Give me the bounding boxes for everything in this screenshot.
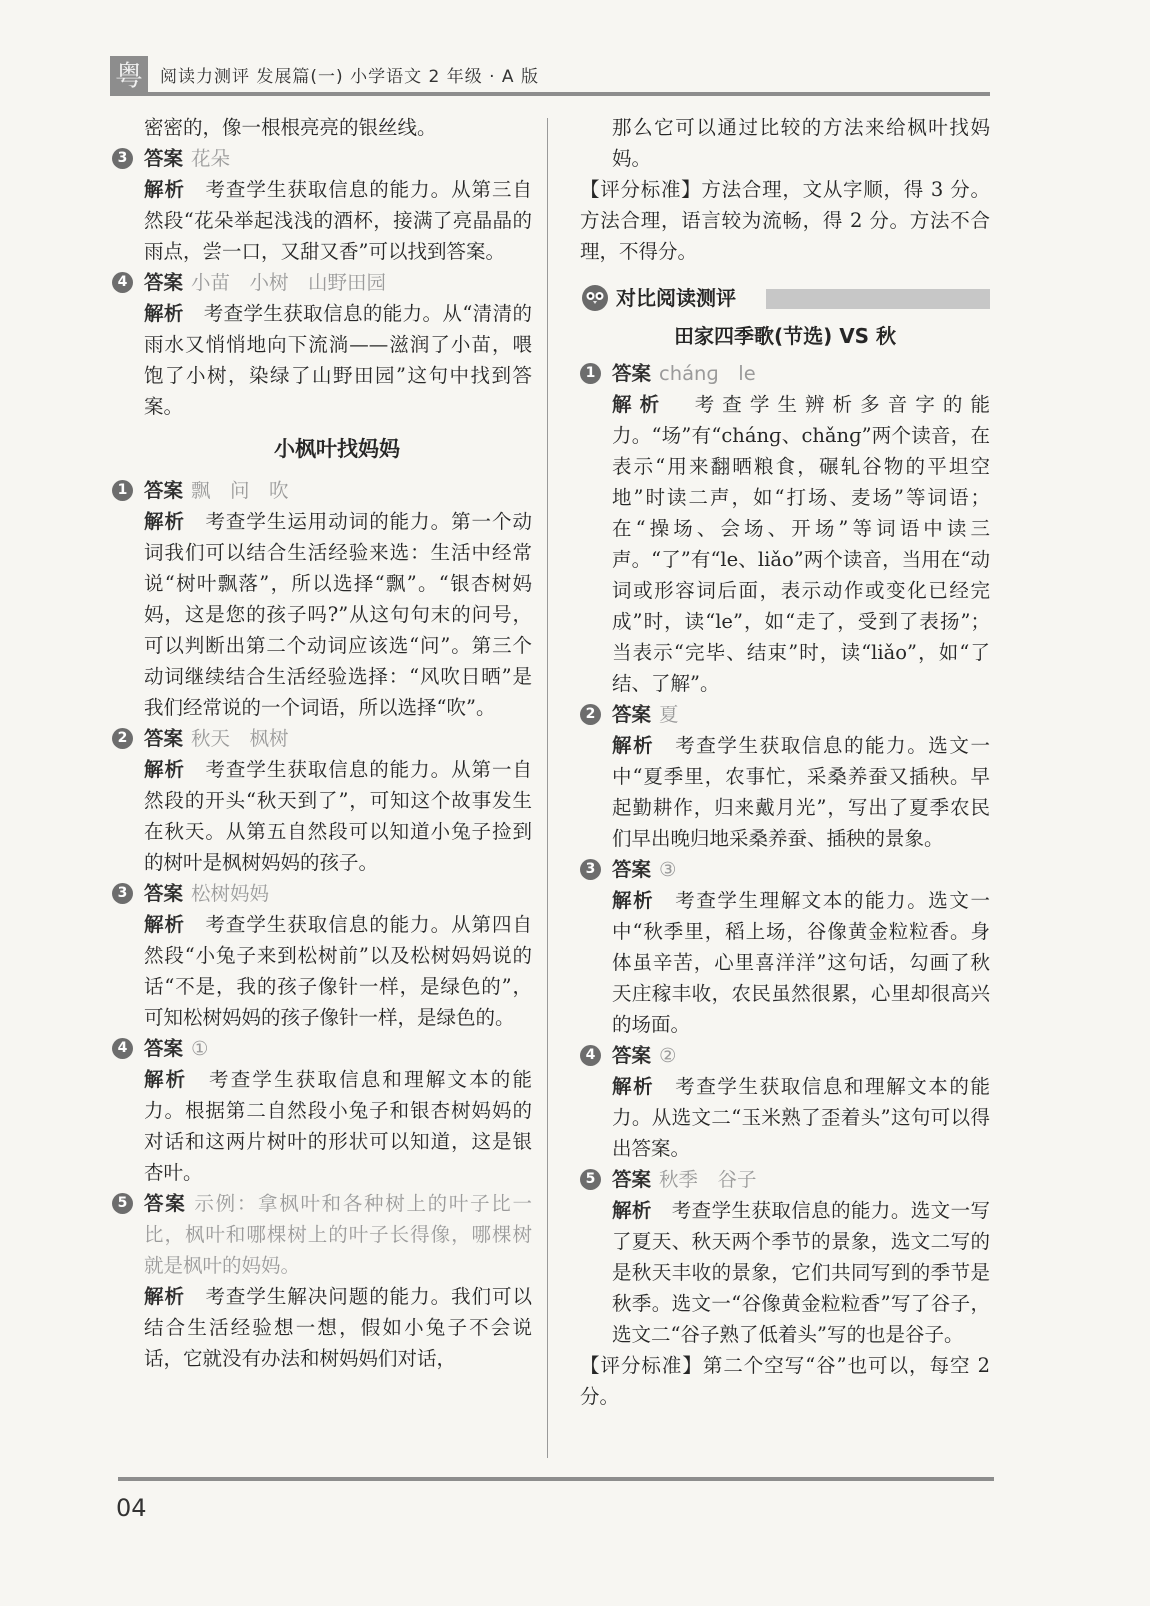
answer-label: 答案 bbox=[144, 1037, 184, 1060]
answer-text: 飘 问 吹 bbox=[191, 479, 289, 502]
answer-item bbox=[112, 267, 532, 422]
answer-text: ① bbox=[191, 1037, 209, 1060]
answer-item bbox=[112, 475, 532, 723]
answer-item bbox=[112, 143, 532, 267]
answer-text: 松树妈妈 bbox=[191, 882, 270, 905]
page-header bbox=[110, 56, 990, 96]
analysis-text: 考查学生获取信息的能力。选文一写了夏天、秋天两个季节的景象，选文二写的是秋天丰收的景象，它们共同写到的季节是秋季。选文一“谷像黄金粒粒香”写了谷子，选文二“谷子熟了低着头”写的也是谷子。 bbox=[612, 1199, 990, 1346]
continued-text: 那么它可以通过比较的方法来给枫叶找妈妈。 bbox=[612, 116, 990, 170]
analysis-label: 解析 bbox=[144, 1285, 185, 1308]
right-column bbox=[580, 112, 990, 1412]
scoring-criteria: 【评分标准】第二个空写“谷”也可以，每空 2 分。 bbox=[580, 1354, 990, 1408]
answers-group-1 bbox=[112, 143, 532, 422]
analysis-label: 解析 bbox=[612, 1199, 652, 1222]
contrast-reading-label: 对比阅读测评 bbox=[616, 286, 736, 310]
answer-text: ② bbox=[659, 1044, 677, 1067]
answer-text: 秋天 枫树 bbox=[191, 727, 289, 750]
question-number-badge: 2 bbox=[580, 704, 601, 725]
question-number-badge: 1 bbox=[112, 480, 133, 501]
answer-text: ③ bbox=[659, 858, 677, 881]
question-number-badge: 4 bbox=[112, 1038, 133, 1059]
question-number-badge: 3 bbox=[580, 859, 601, 880]
page-number: 04 bbox=[116, 1494, 147, 1522]
answer-text: chánɡ le bbox=[659, 362, 756, 385]
column-divider bbox=[547, 118, 548, 1458]
analysis-label: 解析 bbox=[144, 758, 185, 781]
answer-item bbox=[580, 854, 990, 1040]
analysis-text: 考查学生获取信息的能力。从第一自然段的开头“秋天到了”，可知这个故事发生在秋天。从第五自然段可以知道小兔子捡到的树叶是枫树妈妈的孩子。 bbox=[144, 758, 532, 874]
analysis-text: 考查学生解决问题的能力。我们可以结合生活经验想一想，假如小兔子不会说话，它就没有办法和树妈妈们对话， bbox=[144, 1285, 532, 1370]
answer-text: 小苗 小树 山野田园 bbox=[191, 271, 387, 294]
answer-label: 答案 bbox=[144, 882, 184, 905]
answer-label: 答案 bbox=[612, 703, 652, 726]
question-number-badge: 4 bbox=[580, 1045, 601, 1066]
left-column bbox=[112, 112, 532, 1374]
header-bar bbox=[766, 289, 990, 309]
analysis-text: 考查学生获取信息的能力。选文一中“夏季里，农事忙，采桑养蚕又插秧。早起勤耕作，归来戴月光”，写出了夏季农民们早出晚归地采桑养蚕、插秧的景象。 bbox=[612, 734, 990, 850]
analysis-text: 考查学生理解文本的能力。选文一中“秋季里，稻上场，谷像黄金粒粒香。身体虽辛苦，心里喜洋洋”这句话，勾画了秋天庄稼丰收，农民虽然很累，心里却很高兴的场面。 bbox=[612, 889, 990, 1036]
contrast-reading-header bbox=[580, 281, 990, 319]
analysis-text: 考查学生获取信息和理解文本的能力。根据第二自然段小兔子和银杏树妈妈的对话和这两片树叶的形状可以知道，这是银杏叶。 bbox=[144, 1068, 532, 1184]
question-number-badge: 2 bbox=[112, 728, 133, 749]
analysis-label: 解析 bbox=[144, 302, 184, 325]
question-number-badge: 5 bbox=[580, 1169, 601, 1190]
answer-label: 答案 bbox=[612, 1168, 652, 1191]
analysis-text: 考查学生运用动词的能力。第一个动词我们可以结合生活经验来选：生活中经常说“树叶飘落”，所以选择“飘”。“银杏树妈妈，这是您的孩子吗?”从这句句末的问号，可以判断出第二个动词应该选“问”。第三个动词继续结合生活经验选择：“风吹日晒”是我们经常说的一个词语，所以选择“吹”。 bbox=[144, 510, 532, 719]
analysis-text: 考查学生辨析多音字的能力。“场”有“chánɡ、chǎnɡ”两个读音，在表示“用来翻晒粮食，碾轧谷物的平坦空地”时读二声，如“打场、麦场”等词语；在“操场、会场、开场”等词语中读三声。“了”有“le、liǎo”两个读音，当用在“动词或形容词后面，表示动作或变化已经完成”时，读“le”，如“走了，受到了表扬”；当表示“完毕、结束”时，读“liǎo”，如“了结、了解”。 bbox=[612, 393, 990, 695]
continued-text: 密密的，像一根根亮亮的银丝线。 bbox=[144, 116, 437, 139]
question-number-badge: 5 bbox=[112, 1193, 133, 1214]
question-number-badge: 4 bbox=[112, 272, 133, 293]
analysis-text: 考查学生获取信息的能力。从“清清的雨水又悄悄地向下流淌——滋润了小苗，喂饱了小树，染绿了山野田园”这句中找到答案。 bbox=[144, 302, 532, 418]
passage-title: 田家四季歌(节选) VS 秋 bbox=[673, 324, 897, 348]
answer-text: 秋季 谷子 bbox=[659, 1168, 757, 1191]
book-title: 阅读力测评 发展篇(一) 小学语文 2 年级 · A 版 bbox=[160, 67, 539, 87]
answer-label: 答案 bbox=[612, 1044, 652, 1067]
footer-rule bbox=[118, 1477, 994, 1481]
answer-label: 答案 bbox=[144, 479, 184, 502]
section-title: 小枫叶找妈妈 bbox=[274, 437, 400, 461]
header-rule bbox=[148, 92, 990, 96]
owl-mascot-icon bbox=[580, 283, 610, 313]
answer-item bbox=[580, 358, 990, 699]
answer-text: 花朵 bbox=[191, 147, 231, 170]
answer-item bbox=[112, 1188, 532, 1374]
analysis-label: 解析 bbox=[144, 913, 185, 936]
question-number-badge: 3 bbox=[112, 883, 133, 904]
answer-label: 答案 bbox=[612, 858, 652, 881]
answer-label: 答案 bbox=[144, 1192, 187, 1215]
analysis-label: 解析 bbox=[144, 510, 185, 533]
question-number-badge: 1 bbox=[580, 363, 601, 384]
answer-label: 答案 bbox=[144, 147, 184, 170]
analysis-text: 考查学生获取信息和理解文本的能力。从选文二“玉米熟了歪着头”这句可以得出答案。 bbox=[612, 1075, 990, 1160]
answer-label: 答案 bbox=[144, 271, 184, 294]
analysis-label: 解析 bbox=[612, 889, 655, 912]
answer-text: 夏 bbox=[659, 703, 679, 726]
question-number-badge: 3 bbox=[112, 148, 133, 169]
answer-item bbox=[112, 1033, 532, 1188]
analysis-label: 解析 bbox=[144, 1068, 188, 1091]
answer-item bbox=[112, 878, 532, 1033]
answer-item bbox=[112, 723, 532, 878]
analysis-text: 考查学生获取信息的能力。从第三自然段“花朵举起浅浅的酒杯，接满了亮晶晶的雨点，尝一口，又甜又香”可以找到答案。 bbox=[144, 178, 532, 263]
answers-group-2 bbox=[112, 475, 532, 1374]
answer-item bbox=[580, 699, 990, 854]
publisher-logo: 粤 bbox=[110, 56, 148, 96]
answer-item bbox=[580, 1164, 990, 1350]
answer-item bbox=[580, 1040, 990, 1164]
scoring-criteria: 【评分标准】方法合理，文从字顺，得 3 分。方法合理，语言较为流畅，得 2 分。方法不合理，不得分。 bbox=[580, 178, 990, 263]
analysis-label: 解析 bbox=[612, 1075, 655, 1098]
analysis-label: 解析 bbox=[612, 734, 655, 757]
answer-label: 答案 bbox=[144, 727, 184, 750]
answer-label: 答案 bbox=[612, 362, 652, 385]
answer-text: 示例：拿枫叶和各种树上的叶子比一比，枫叶和哪棵树上的叶子长得像，哪棵树就是枫叶的妈妈。 bbox=[144, 1192, 532, 1277]
analysis-text: 考查学生获取信息的能力。从第四自然段“小兔子来到松树前”以及松树妈妈说的话“不是，我的孩子像针一样，是绿色的”，可知松树妈妈的孩子像针一样，是绿色的。 bbox=[144, 913, 532, 1029]
analysis-label: 解析 bbox=[612, 393, 668, 416]
analysis-label: 解析 bbox=[144, 178, 185, 201]
